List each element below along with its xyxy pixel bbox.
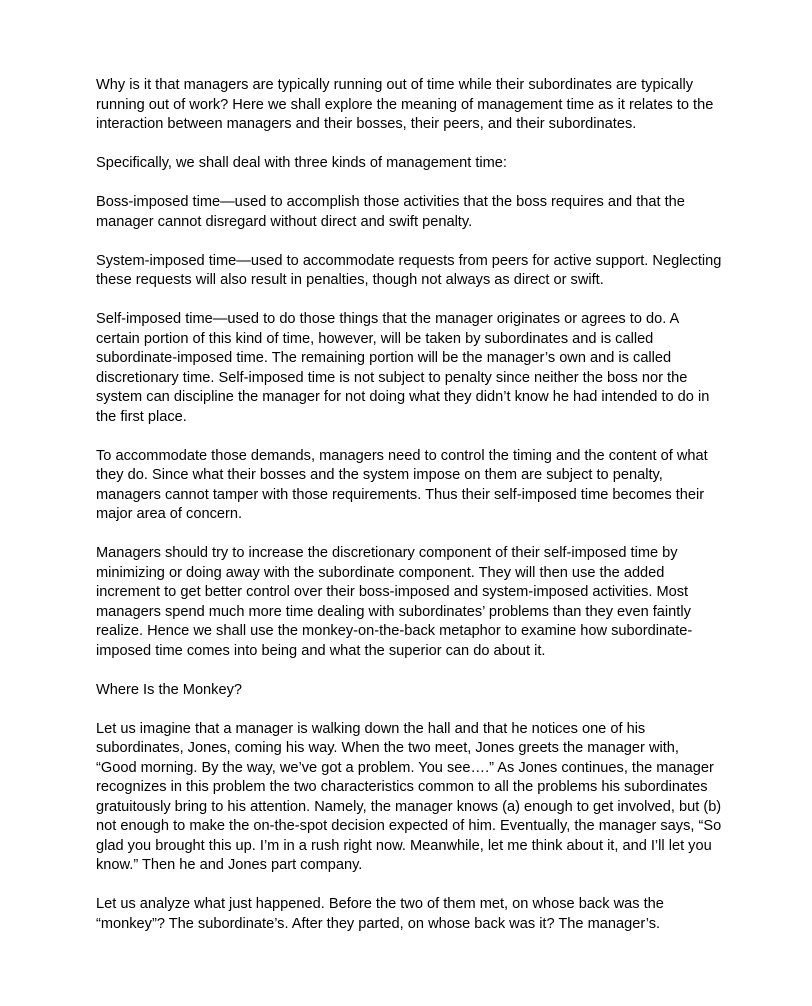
paragraph-three-kinds: Specifically, we shall deal with three kinds of management time:: [96, 155, 507, 171]
paragraph-jones-story: Let us imagine that a manager is walking down the hall and that he notices one of his subordinates, Jones, coming his way. When the two meet, Jones greets the manager with, “Good morning. By the way, we’ve got a problem. You see….” As Jones continues, the manager recognizes in this problem the two characteristics common to all the problems his subordinates gratuitously bring to his attention. Namely, the manager knows (a) enough to get involved, but (b) not enough to make the on-the-spot decision expected of him. Eventually, the manager says, “So glad you brought this up. I’m in a rush right now. Meanwhile, let me think about it, and I’ll let you know.” Then he and Jones part company.: [96, 720, 722, 873]
paragraph-intro: Why is it that managers are typically running out of time while their subordinates are typically running out of work? Here we shall explore the meaning of management time as it relates to the interaction between managers and their bosses, their peers, and their subordinates.: [96, 77, 714, 132]
paragraph-accommodate-demands: To accommodate those demands, managers need to control the timing and the content of what they do. Since what their bosses and the system impose on them are subject to penalty, managers cannot tamper with those requirements. Thus their self-imposed time becomes their major area of concern.: [96, 447, 708, 522]
paragraph-system-imposed: System-imposed time—used to accommodate requests from peers for active support. Neglecting these requests will also result in penalties, though not always as direct or swift.: [96, 252, 722, 288]
paragraph-self-imposed: Self-imposed time—used to do those things that the manager originates or agrees to do. A certain portion of this kind of time, however, will be taken by subordinates and is called subordinate-imposed time. The remaining portion will be the manager’s own and is called discretionary time. Self-imposed time is not subject to penalty since neither the boss nor the system can discipline the manager for not doing what they didn’t know he had intended to do in the first place.: [96, 311, 710, 425]
paragraph-analysis: Let us analyze what just happened. Before the two of them met, on whose back was the “monkey”? The subordinate’s. After they parted, on whose back was it? The manager’s.: [96, 896, 664, 932]
document-body: [96, 76, 722, 934]
paragraph-discretionary: Managers should try to increase the discretionary component of their self-imposed time by minimizing or doing away with the subordinate component. They will then use the added increment to get better control over their boss-imposed and system-imposed activities. Most managers spend much more time dealing with subordinates’ problems than they even faintly realize. Hence we shall use the monkey-on-the-back metaphor to examine how subordinate-imposed time comes into being and what the superior can do about it.: [96, 545, 693, 659]
section-heading-monkey: Where Is the Monkey?: [96, 681, 243, 698]
paragraph-boss-imposed: Boss-imposed time—used to accomplish those activities that the boss requires and that the manager cannot disregard without direct and swift penalty.: [96, 194, 685, 230]
